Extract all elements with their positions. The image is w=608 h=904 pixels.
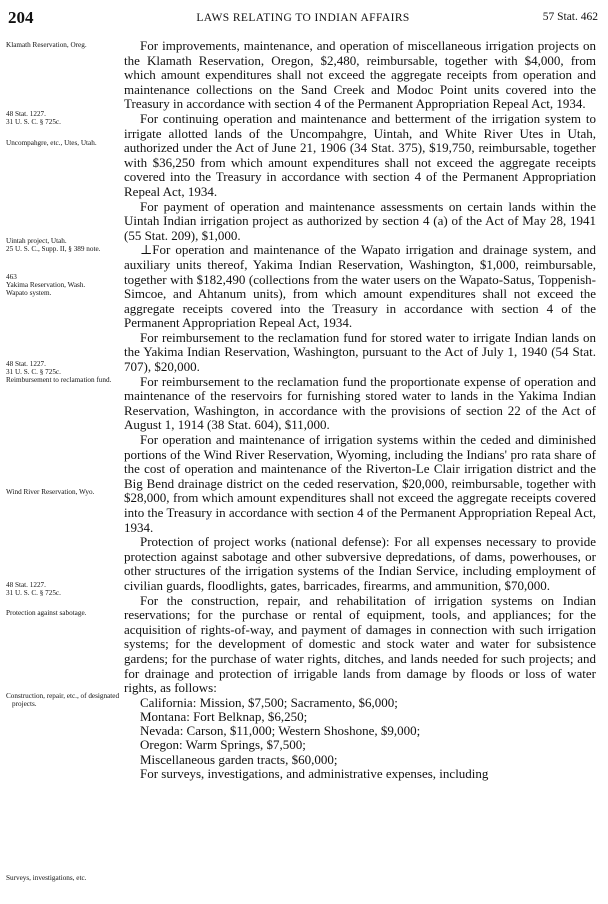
statute-citation: 57 Stat. 462 (542, 11, 598, 23)
margin-note: Construction, repair, etc., of designated projects. (6, 692, 120, 708)
main-text (124, 39, 596, 781)
margin-note: 48 Stat. 1227. 31 U. S. C. § 725c. (6, 581, 61, 597)
paragraph: For the construction, repair, and rehabilitation of irrigation systems on Indian reservations; for the purchase or rental of equipment, tools, and appliances; for the acquisition of rights-of-way, and payment of damages in connection with such irrigation systems; for the development of domestic and stock water and water for subsistence gardens; for the purchase of water rights, ditches, and lands needed for such projects; and for drainage and protection of irrigable lands from damage by floods or loss of water rights, as follows: (124, 592, 596, 696)
paragraph: For operation and maintenance of irrigation systems within the ceded and diminished portions of the Wind River Reservation, Wyoming, including the Indians' pro rata share of the cost of operation and maintenance of the Riverton-Le Clair irrigation district and the Big Bend drainage district on the ceded reservation, $20,000, reimbursable, together with $28,000, from which amount expenditures shall not exceed the aggregate receipts covered into the Treasury in accordance with section 4 of the Permanent Appropriation Repeal Act, 1934. (124, 432, 596, 535)
paragraph: For reimbursement to the reclamation fund for stored water to irrigate Indian lands on the Yakima Indian Reservation, Washington, pursuant to the Act of July 1, 1940 (54 Stat. 707), $20,000. (124, 329, 596, 375)
paragraph: For reimbursement to the reclamation fund the proportionate expense of operation and maintenance of the reservoirs for furnishing stored water to lands in the Yakima Indian Reservation, Washington, in accordance with the provisions of section 22 of the Act of August 1, 1914 (38 Stat. 604), $11,000. (124, 373, 596, 433)
margin-note: Klamath Reservation, Oreg. (6, 41, 87, 49)
margin-note: 463 Yakima Reservation, Wash. Wapato system. (6, 273, 86, 297)
paragraph: For continuing operation and maintenance and betterment of the irrigation system to irrigate allotted lands of the Uncompahgre, Uintah, and White River Utes in Utah, authorized under the Act of June 21, 1906 (34 Stat. 375), $19,750, reimbursable, together with $36,250 from which amount expenditures shall not exceed the aggregate receipts covered into the Treasury in accordance with section 4 of the Permanent Appropriation Repeal Act, 1934. (124, 110, 596, 199)
paragraph: ⊥For operation and maintenance of the Wapato irrigation and drainage system, and auxiliary units thereof, Yakima Indian Reservation, Washington, $1,000, reimbursable, together with $182,490 (collections from the water users on the Wapato-Satus, Toppenish-Simcoe, and Ahtanum units), from which amount expenditures shall not exceed the aggregate receipts covered into the Treasury in accordance with section 4 of the Permanent Appropriation Repeal Act, 1934. (124, 242, 596, 331)
list-item: California: Mission, $7,500; Sacramento, $6,000; (140, 694, 398, 710)
margin-note: Protection against sabotage. (6, 609, 87, 617)
page-number: 204 (8, 8, 34, 27)
paragraph: For surveys, investigations, and administrative expenses, including (140, 765, 489, 781)
paragraph: For payment of operation and maintenance assessments on certain lands within the Uintah Indian irrigation project as authorized by section 4 (a) of the Act of May 28, 1941 (55 Stat. 209), $1,000. (124, 198, 596, 243)
appropriation-list (124, 696, 596, 767)
margin-note: Uintah project, Utah. 25 U. S. C., Supp. II, § 389 note. (6, 237, 101, 253)
margin-note: 48 Stat. 1227. 31 U. S. C. § 725c. (6, 110, 61, 126)
margin-note: 48 Stat. 1227. 31 U. S. C. § 725c. Reimbursement to reclamation fund. (6, 360, 112, 384)
paragraph: Protection of project works (national defense): For all expenses necessary to provide protection against sabotage and other subversive depredations, of dams, powerhouses, or other structures of the irrigation systems of the Indian Service, including employment of civilian guards, floodlights, gates, barricades, firearms, and ammunition, $70,000. (124, 534, 596, 593)
list-item: Montana: Fort Belknap, $6,250; (140, 708, 308, 724)
paragraph: For improvements, maintenance, and operation of miscellaneous irrigation projects on the Klamath Reservation, Oregon, $2,480, reimbursable, together with $4,000, from which amount expenditures shall not exceed the aggregate receipts from operation and maintenance collections on the Sand Creek and Modoc Point units covered into the Treasury in accordance with section 4 of the Permanent Appropriation Repeal Act, 1934. (124, 38, 596, 112)
page-header (8, 8, 598, 32)
margin-note: Wind River Reservation, Wyo. (6, 488, 95, 496)
margin-note: Surveys, investigations, etc. (6, 874, 87, 882)
list-item: Miscellaneous garden tracts, $60,000; (140, 751, 338, 767)
list-item: Nevada: Carson, $11,000; Western Shoshone, $9,000; (140, 723, 421, 739)
running-title: LAWS RELATING TO INDIAN AFFAIRS (196, 12, 410, 24)
list-item: Oregon: Warm Springs, $7,500; (140, 737, 306, 753)
margin-note: Uncompahgre, etc., Utes, Utah. (6, 139, 97, 147)
